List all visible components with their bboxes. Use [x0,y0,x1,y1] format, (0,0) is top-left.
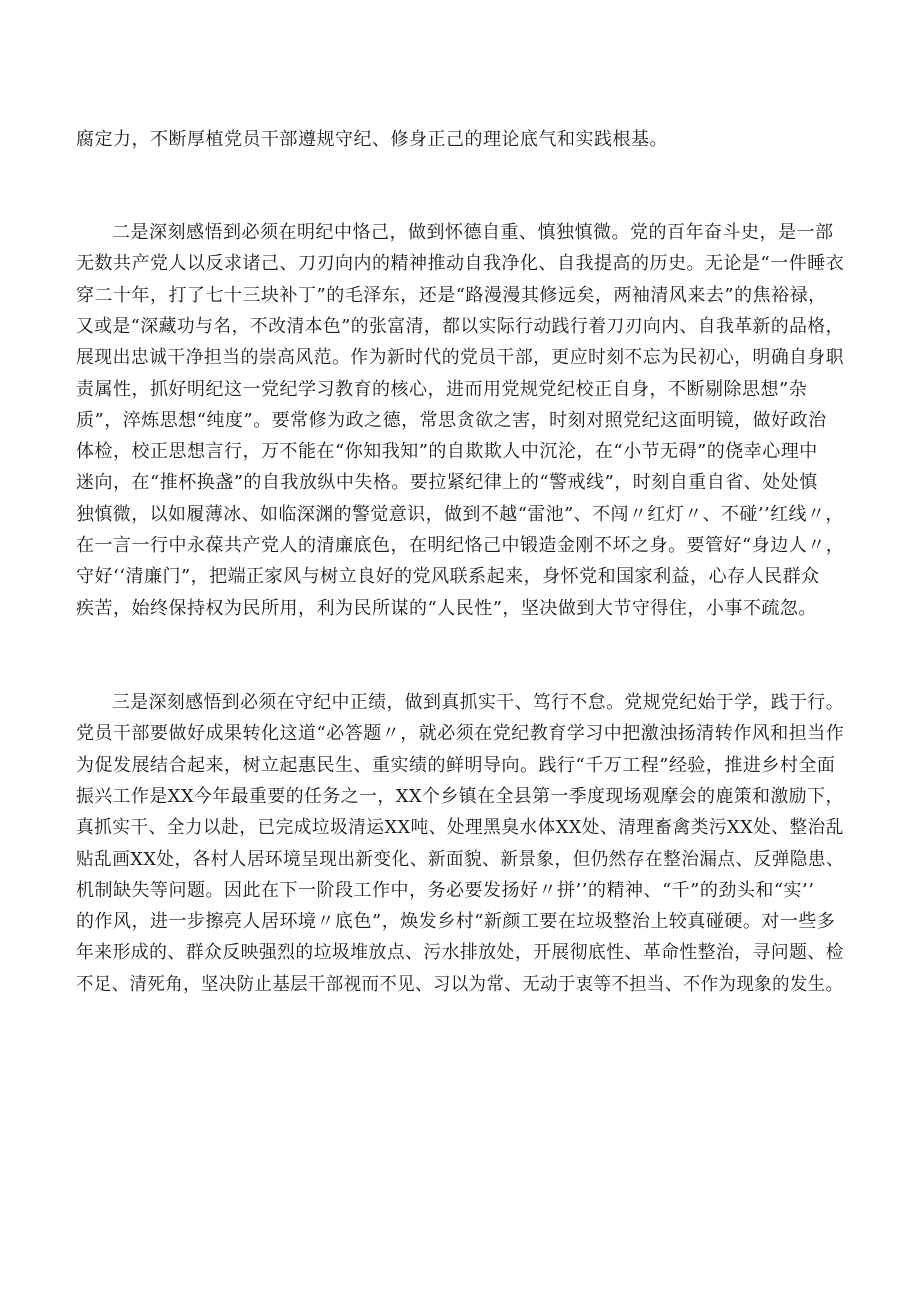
text-line: 不足、清死角，坚决防止基层干部视而不见、习以为常、无动于衷等不担当、不作为现象的发生。 [76,974,844,995]
text-line: 展现出忠诚干净担当的崇高风范。作为新时代的党员干部，更应时刻不忘为民初心，明确自身职 [76,347,844,368]
paragraph-start-line: 二是深刻感悟到必须在明纪中恪己，做到怀德自重、慎独慎微。党的百年奋斗史，是一部 [112,222,834,243]
text-line: 守好‘‘清廉门”，把端正家风与树立良好的党风联系起来，身怀党和国家利益，心存人民群众 [76,566,820,587]
paragraph-start-line: 三是深刻感悟到必须在守纪中正绩，做到真抓实干、笃行不怠。党规党纪始于学，践于行。 [112,692,845,713]
text-line: 真抓实干、全力以赴，已完成垃圾清运XX吨、处理黑臭水体XX处、清理畜禽类污XX处、整治乱 [76,817,844,838]
text-line: 责属性，抓好明纪这一党纪学习教育的核心，进而用党规党纪校正自身，不断剔除思想”杂 [76,379,808,400]
text-line: 迷向，在“推杯换盏”的自我放纵中失格。要拉紧纪律上的“警戒线”，时刻自重自省、处处慎 [76,472,818,493]
text-line: 独慎微，以如履薄冰、如临深渊的警觉意识，做到不越“雷池”、不闯〃红灯〃、不碰’’红线〃， [76,504,844,525]
text-line: 腐定力，不断厚植党员干部遵规守纪、修身正己的理论底气和实践根基。 [76,129,668,150]
text-line: 穿二十年，打了七十三块补丁”的毛泽东，还是“路漫漫其修远矣，两袖清风来去”的焦裕禄， [76,285,827,306]
text-line: 体检，校正思想言行，万不能在“你知我知”的自欺欺人中沉沦，在“小节无碍”的侥幸心理中 [76,441,818,462]
text-line: 无数共产党人以反求诸己、刀刃向内的精神推动自我净化、自我提高的历史。无论是“一件睡衣 [76,253,845,274]
text-line: 的作风，进一步擦亮人居环境〃底色”，焕发乡村“新颜工要在垃圾整治上较真碰硬。对一些多 [76,911,836,932]
text-line: 为促发展结合起来，树立起惠民生、重实绩的鲜明导向。践行“千万工程”经验，推进乡村全面 [76,755,836,776]
text-line: 振兴工作是XX今年最重要的任务之一，XX个乡镇在全县第一季度现场观摩会的鹿策和激励下， [76,786,844,807]
text-line: 党员干部要做好成果转化这道“必答题〃，就必须在党纪教育学习中把激浊扬清转作风和担当作 [76,723,845,744]
text-line: 在一言一行中永葆共产党人的清廉底色，在明纪恪己中锻造金刚不坏之身。要管好“身边人〃， [76,535,845,556]
text-line: 年来形成的、群众反映强烈的垃圾堆放点、污水排放处，开展彻底性、革命性整治，寻问题、检 [76,942,844,963]
text-line: 机制缺失等问题。因此在下一阶段工作中，务必要发扬好〃拼’’的精神、“千”的劲头和“实’’ [76,880,815,901]
text-line: 疾苦，始终保持权为民所用，利为民所谋的“人民性”，坚决做到大节守得住，小事不疏忽。 [76,598,817,619]
text-line: 贴乱画XX处，各村人居环境呈现出新变化、新面貌、新景象，但仍然存在整治漏点、反弹隐患、 [76,849,845,870]
text-line: 又或是“深藏功与名，不改清本色”的张富清，都以实际行动践行着刀刃向内、自我革新的品格， [76,316,844,337]
text-line: 质”，淬炼思想“纯度”。要常修为政之德，常思贪欲之害，时刻对照党纪这面明镜，做好政治 [76,410,827,431]
